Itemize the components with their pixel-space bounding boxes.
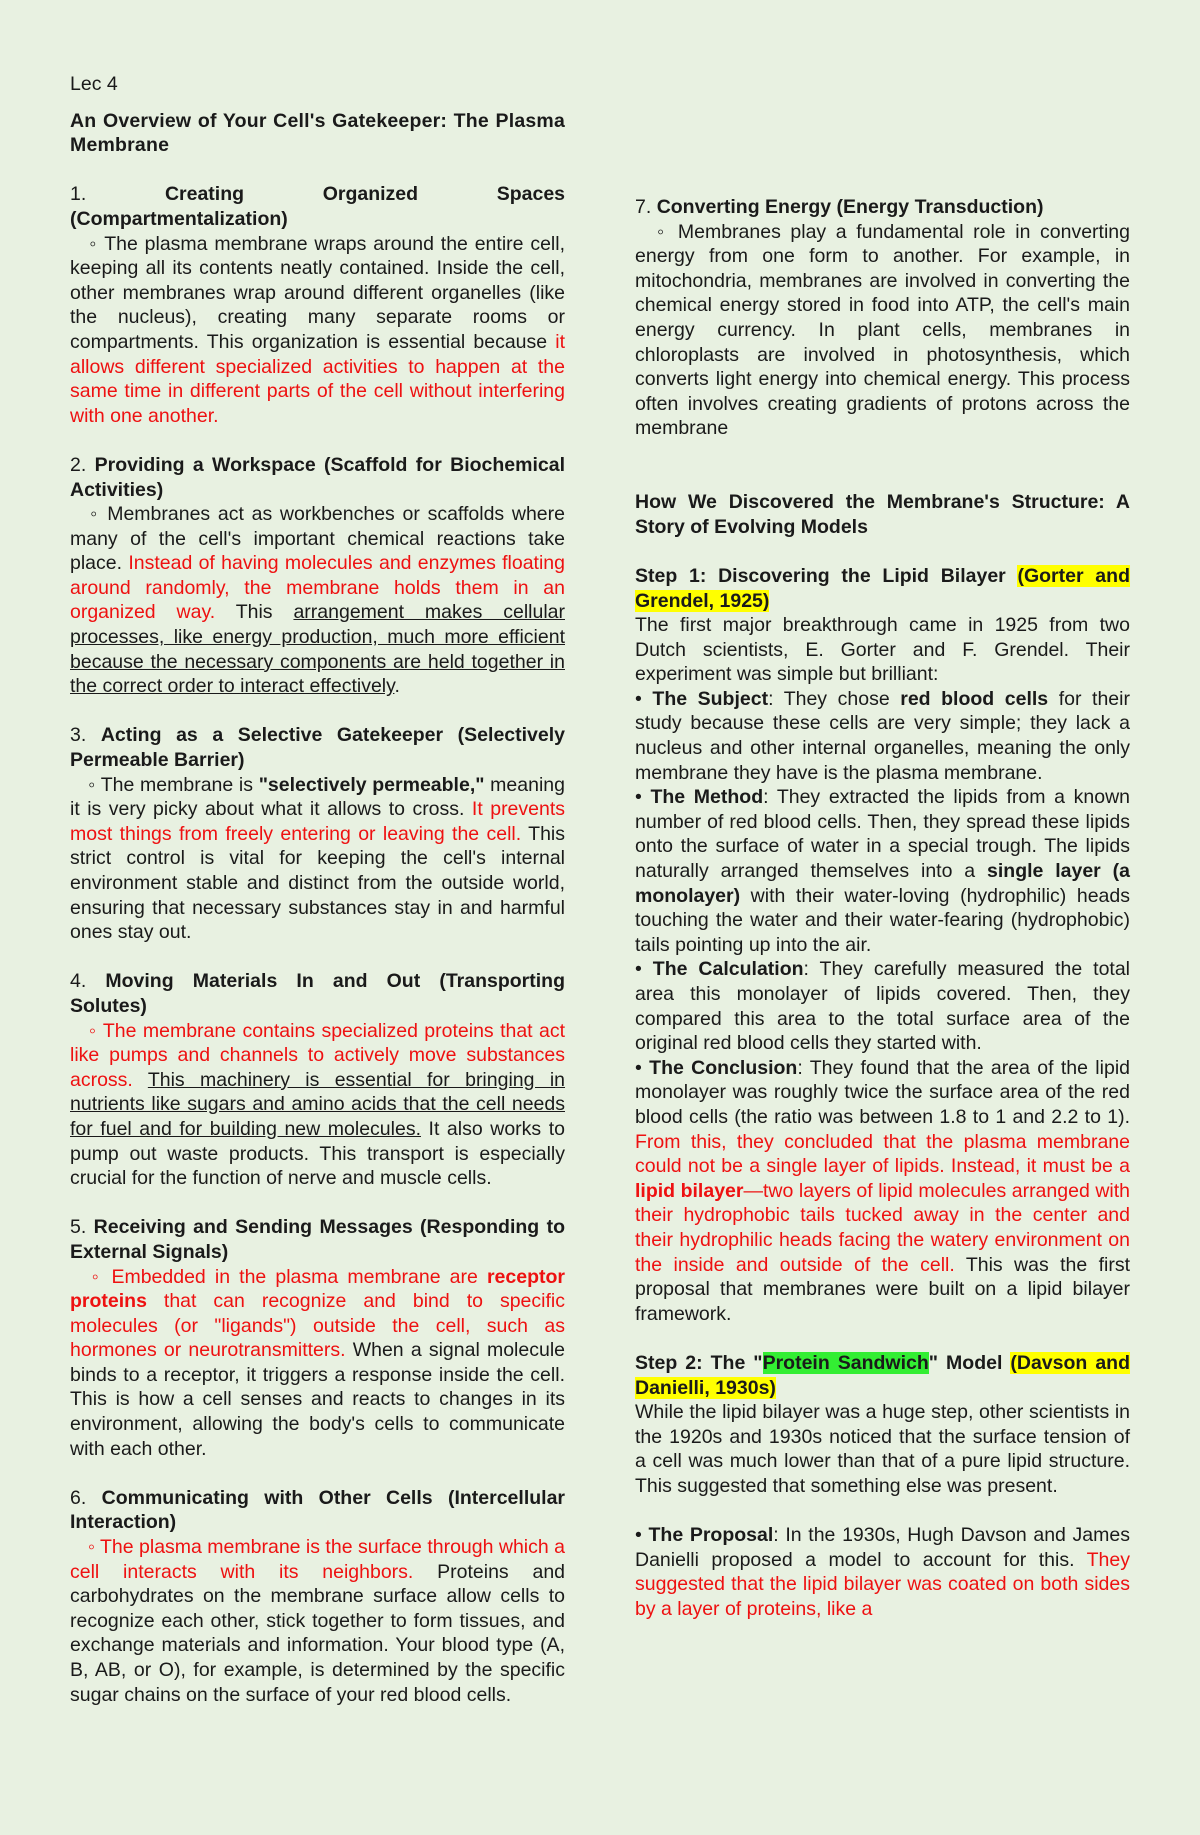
- bullet-icon: ◦: [653, 220, 669, 243]
- section-4-body: ◦ The membrane contains specialized proteins that act like pumps and channels to actively move substances across. This machinery is essential for bringing in nutrients like sugars and amino acids that the cell needs for fuel and for building new molecules. It also works to pump out waste products. This transport is especially crucial for the function of nerve and muscle cells.: [70, 1019, 565, 1190]
- lecture-label: Lec 4: [70, 73, 118, 95]
- section-6-heading: 6. Communicating with Other Cells (Intercellular Interaction): [70, 1486, 565, 1534]
- bullet-icon: ◦: [88, 1265, 103, 1288]
- bullet-dot-icon: •: [635, 786, 642, 809]
- section-1-heading: 1. Creating Organized Spaces (Compartmentalization): [70, 183, 566, 230]
- section-3-heading: 3. Acting as a Selective Gatekeeper (Selectively Permeable Barrier): [70, 724, 565, 772]
- step-1-intro: The first major breakthrough came in 1925 from two Dutch scientists, E. Gorter and F. Grendel. Their experiment was simple but brilliant:: [635, 614, 1130, 686]
- step-1-heading: Step 1: Discovering the Lipid Bilayer (Gorter and Grendel, 1925): [635, 564, 1130, 612]
- right-column-main: [635, 195, 1130, 1621]
- bullet-dot-icon: •: [635, 1056, 642, 1079]
- bullet-icon: ◦: [88, 1019, 97, 1042]
- section-7-body: ◦ Membranes play a fundamental role in converting energy from one form to another. For example, in mitochondria, membranes are involved in converting the chemical energy stored in food into ATP, the cell's main energy currency. In plant cells, membranes in chloroplasts are involved in photosynthesis, which converts light energy into chemical energy. This process often involves creating gradients of protons across the membrane: [635, 220, 1130, 440]
- section-2-heading: 2. Providing a Workspace (Scaffold for Biochemical Activities): [70, 453, 565, 501]
- document-title: An Overview of Your Cell's Gatekeeper: The Plasma Membrane: [70, 109, 565, 157]
- section-4-heading: 4. Moving Materials In and Out (Transporting Solutes): [70, 970, 565, 1017]
- section-6-body: ◦ The plasma membrane is the surface through which a cell interacts with its neighbors. Proteins and carbohydrates on the membrane surface allow cells to recognize each other, stick together to form tissues, and exchange materials and information. Your blood type (A, B, AB, or O), for example, is determined by the specific sugar chains on the surface of your red blood cells.: [70, 1536, 566, 1706]
- bullet-dot-icon: •: [635, 1524, 642, 1547]
- section-7-heading: 7. Converting Energy (Energy Transduction): [635, 196, 1044, 218]
- section-5-heading: 5. Receiving and Sending Messages (Responding to External Signals): [70, 1216, 565, 1263]
- history-heading: How We Discovered the Membrane's Structure: A Story of Evolving Models: [635, 491, 1130, 538]
- section-3-body: ◦ The membrane is "selectively permeable," meaning it is very picky about what it allows to cross. It prevents most things from freely entering or leaving the cell. This strict control is vital for keeping the cell's internal environment stable and distinct from the outside world, ensuring that necessary substances stay in and harmful ones stay out.: [70, 773, 566, 944]
- step-2-intro: While the lipid bilayer was a huge step, other scientists in the 1920s and 1930s noticed that the surface tension of a cell was much lower than that of a pure lipid structure. This suggested that something else was present.: [635, 1401, 1130, 1497]
- section-2-body: ◦ Membranes act as workbenches or scaffolds where many of the cell's important chemical reactions take place. Instead of having molecules and enzymes floating around randomly, the membrane holds them in an organized way. This arrangement makes cellular processes, like energy production, much more efficient because the necessary components are held together in the correct order to interact effectively.: [70, 503, 565, 698]
- section-5-body: ◦ Embedded in the plasma membrane are receptor proteins that can recognize and bind to specific molecules (or "ligands") outside the cell, such as hormones or neurotransmitters. When a signal molecule binds to a receptor, it triggers a response inside the cell. This is how a cell senses and reacts to changes in its environment, allowing the body's cells to communicate with each other.: [70, 1265, 566, 1460]
- step-1-conclusion: • The Conclusion: They found that the area of the lipid monolayer was roughly twice the surface area of the red blood cells (the ratio was between 1.8 to 1 and 2.2 to 1). From this, they concluded that the plasma membrane could not be a single layer of lipids. Instead, it must be a lipid bilayer—two layers of lipid molecules arranged with their hydrophobic tails tucked away in the center and their hydrophilic heads facing the watery environment on the inside and outside of the cell. This was the first proposal that membranes were built on a lipid bilayer framework.: [635, 1056, 1130, 1325]
- bullet-dot-icon: •: [635, 958, 642, 981]
- bullet-icon: ◦: [88, 232, 98, 255]
- bullet-dot-icon: •: [635, 687, 642, 710]
- step-2-heading: Step 2: The "Protein Sandwich" Model (Davson and Danielli, 1930s): [635, 1351, 1131, 1399]
- step-1-subject: • The Subject: They chose red blood cells for their study because these cells are very simple; they lack a nucleus and other internal organelles, meaning the only membrane they have is the plasma membrane.: [635, 687, 1130, 784]
- step-2-proposal: • The Proposal: In the 1930s, Hugh Davson and James Danielli proposed a model to account for this. They suggested that the lipid bilayer was coated on both sides by a layer of proteins, like a: [635, 1524, 1130, 1620]
- bullet-icon: ◦: [88, 503, 100, 526]
- section-1-body: ◦ The plasma membrane wraps around the entire cell, keeping all its contents neatly contained. Inside the cell, other membranes wrap around different organelles (like the nucleus), creating many separate rooms or compartments. This organization is essential because it allows different specialized activities to happen at the same time in different parts of the cell without interfering with one another.: [70, 232, 566, 427]
- left-column: [70, 72, 565, 1707]
- bullet-icon: ◦: [88, 773, 96, 796]
- step-1-method: • The Method: They extracted the lipids from a known number of red blood cells. Then, they spread these lipids onto the surface of water in a special trough. The lipids naturally arranged themselves into a single layer (a monolayer) with their water-loving (hydrophilic) heads touching the water and their water-fearing (hydrophobic) tails pointing up into the air.: [635, 786, 1131, 956]
- step-1-calculation: • The Calculation: They carefully measured the total area this monolayer of lipids covered. Then, they compared this area to the total surface area of the original red blood cells they started with.: [635, 958, 1131, 1055]
- bullet-icon: ◦: [88, 1536, 95, 1559]
